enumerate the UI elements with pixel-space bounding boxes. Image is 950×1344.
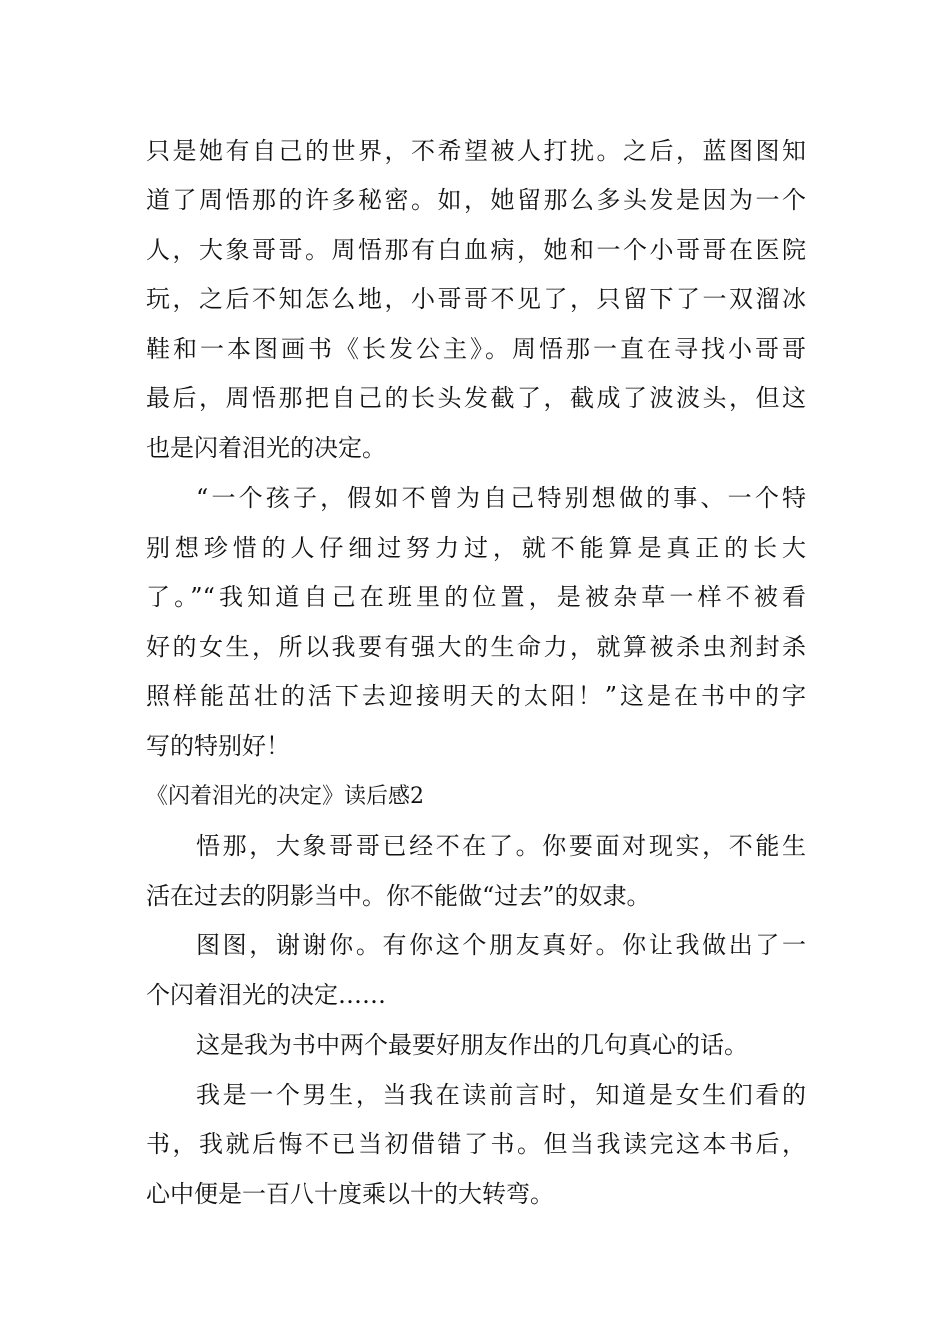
text-line: 只是她有自己的世界，不希望被人打扰。之后，蓝图图知 [146,137,806,165]
text-line: 道了周悟那的许多秘密。如，她留那么多头发是因为一个 [146,186,806,214]
text-line: 玩，之后不知怎么地，小哥哥不见了，只留下了一双溜冰 [146,285,806,313]
text-line: 书，我就后悔不已当初借错了书。但当我读完这本书后， [146,1130,806,1158]
text-line: 活在过去的阴影当中。你不能做“过去”的奴隶。 [146,882,651,910]
text-line: 人，大象哥哥。周悟那有白血病，她和一个小哥哥在医院 [146,236,806,264]
text-line: 悟那，大象哥哥已经不在了。你要面对现实，不能生 [196,832,806,860]
text-line: 这是我为书中两个最要好朋友作出的几句真心的话。 [196,1031,748,1059]
text-line: 图图，谢谢你。有你这个朋友真好。你让我做出了一 [196,931,806,959]
section-heading: 《闪着泪光的决定》读后感2 [146,784,424,809]
text-line: 别想珍惜的人仔细过努力过，就不能算是真正的长大 [146,534,806,562]
text-line: 也是闪着泪光的决定。 [146,434,386,462]
text-line: 最后，周悟那把自己的长头发截了，截成了波波头，但这 [146,384,806,412]
text-line: 写的特别好！ [146,732,290,760]
text-line: 照样能茁壮的活下去迎接明天的太阳！”这是在书中的字 [146,682,806,710]
text-line: 鞋和一本图画书《长发公主》。周悟那一直在寻找小哥哥 [146,335,806,363]
text-line: 我是一个男生，当我在读前言时，知道是女生们看的 [196,1081,806,1109]
text-line: 个闪着泪光的决定…… [146,981,386,1009]
text-line: 了。”“我知道自己在班里的位置，是被杂草一样不被看 [146,583,806,611]
text-line: 好的女生，所以我要有强大的生命力，就算被杀虫剂封杀 [146,633,806,661]
text-line: 心中便是一百八十度乘以十的大转弯。 [146,1180,554,1208]
text-line: “一个孩子，假如不曾为自己特别想做的事、一个特 [196,484,806,512]
